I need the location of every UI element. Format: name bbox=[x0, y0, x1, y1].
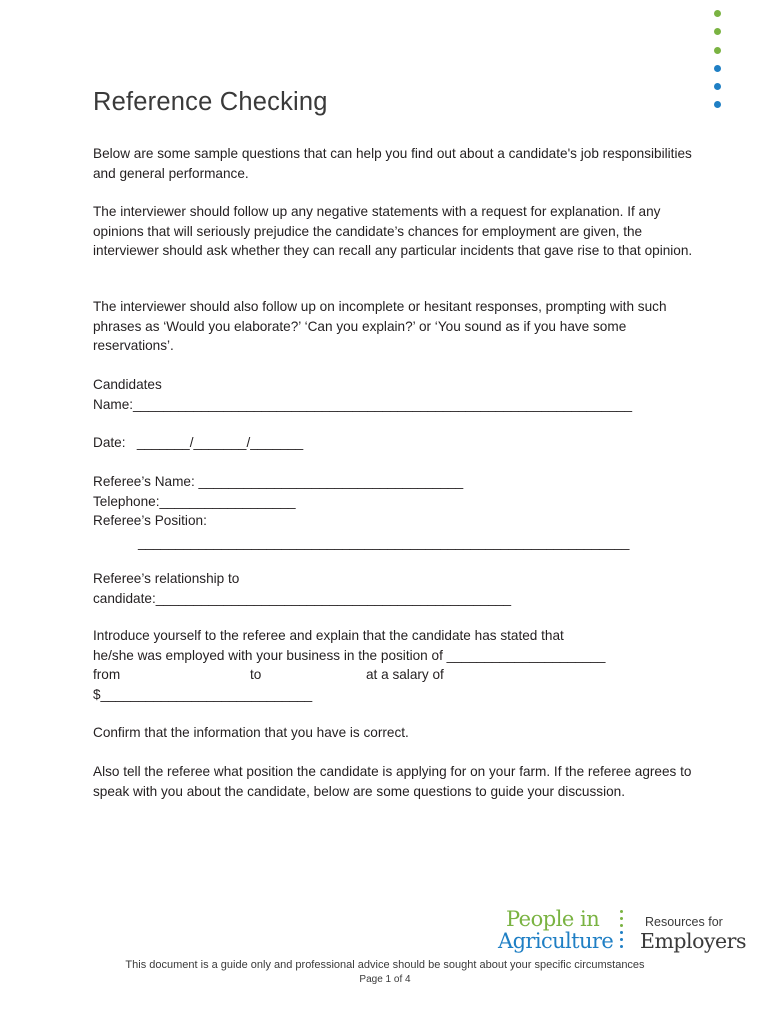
introduce-section bbox=[93, 626, 693, 704]
logo-resources-for: Resources for bbox=[645, 915, 723, 929]
blue-dot bbox=[714, 101, 721, 108]
blue-dot bbox=[714, 83, 721, 90]
confirm-paragraph: Confirm that the information that you have is correct. bbox=[93, 725, 409, 740]
page-title: Reference Checking bbox=[93, 88, 328, 116]
candidate-name-field[interactable] bbox=[93, 375, 693, 414]
logo-employers: Employers bbox=[640, 929, 746, 953]
referee-position-label: Referee’s Position: bbox=[93, 513, 207, 528]
to-label: to bbox=[250, 667, 262, 682]
relationship-line[interactable]: candidate:_______________________________________________ bbox=[93, 590, 512, 606]
referee-details bbox=[93, 472, 693, 531]
page-number: Page 1 of 4 bbox=[359, 974, 411, 985]
introduce-line-1: Introduce yourself to the referee and explain that the candidate has stated that bbox=[93, 628, 564, 643]
referee-position-field[interactable]: _________________________________________________________________ bbox=[138, 535, 630, 550]
footer-disclaimer: This document is a guide only and professional advice should be sought about your specific circumstances bbox=[125, 959, 645, 971]
decorative-dots bbox=[714, 10, 726, 120]
logo-separator-dots bbox=[620, 910, 624, 950]
intro-paragraph: Below are some sample questions that can help you find out about a candidate's job responsibilities and general performance. bbox=[93, 146, 692, 181]
referee-name-field[interactable]: Referee’s Name: ___________________________________ bbox=[93, 474, 464, 489]
blue-dot bbox=[714, 65, 721, 72]
also-tell-paragraph: Also tell the referee what position the candidate is applying for on your farm. If the referee agrees to speak with you about the candidate, below are some questions to guide your discussion. bbox=[93, 764, 692, 799]
people-in-agriculture-logo bbox=[498, 907, 748, 957]
incomplete-responses-paragraph: The interviewer should also follow up on incomplete or hesitant responses, prompting with such phrases as ‘Would you elaborate?’ ‘Can you explain?’ or ‘You sound as if you have some reservations’. bbox=[93, 299, 667, 353]
position-field[interactable]: he/she was employed with your business in the position of _____________________ bbox=[93, 647, 606, 663]
green-dot bbox=[714, 10, 721, 17]
telephone-field[interactable]: Telephone:__________________ bbox=[93, 493, 296, 509]
green-dot bbox=[714, 47, 721, 54]
salary-field[interactable]: $____________________________ bbox=[93, 686, 313, 702]
employment-period-row bbox=[93, 665, 693, 685]
logo-agriculture: Agriculture bbox=[498, 929, 614, 953]
from-label: from bbox=[93, 667, 121, 682]
green-dot bbox=[714, 28, 721, 35]
salary-label: at a salary of bbox=[366, 667, 444, 682]
relationship-label: Referee’s relationship to bbox=[93, 571, 240, 586]
candidate-name-line[interactable]: Name:__________________________________________________________________ bbox=[93, 396, 633, 412]
date-field[interactable]: Date: _______/_______/_______ bbox=[93, 435, 304, 450]
negative-statements-paragraph: The interviewer should follow up any negative statements with a request for explanation. If any opinions that will seriously prejudice the candidate’s chances for employment are given, the interviewer should ask whether they can recall any particular incidents that gave rise to that opinion. bbox=[93, 204, 693, 258]
relationship-field[interactable] bbox=[93, 569, 693, 608]
logo-people-in: People in bbox=[506, 907, 600, 931]
candidates-label: Candidates bbox=[93, 377, 162, 392]
